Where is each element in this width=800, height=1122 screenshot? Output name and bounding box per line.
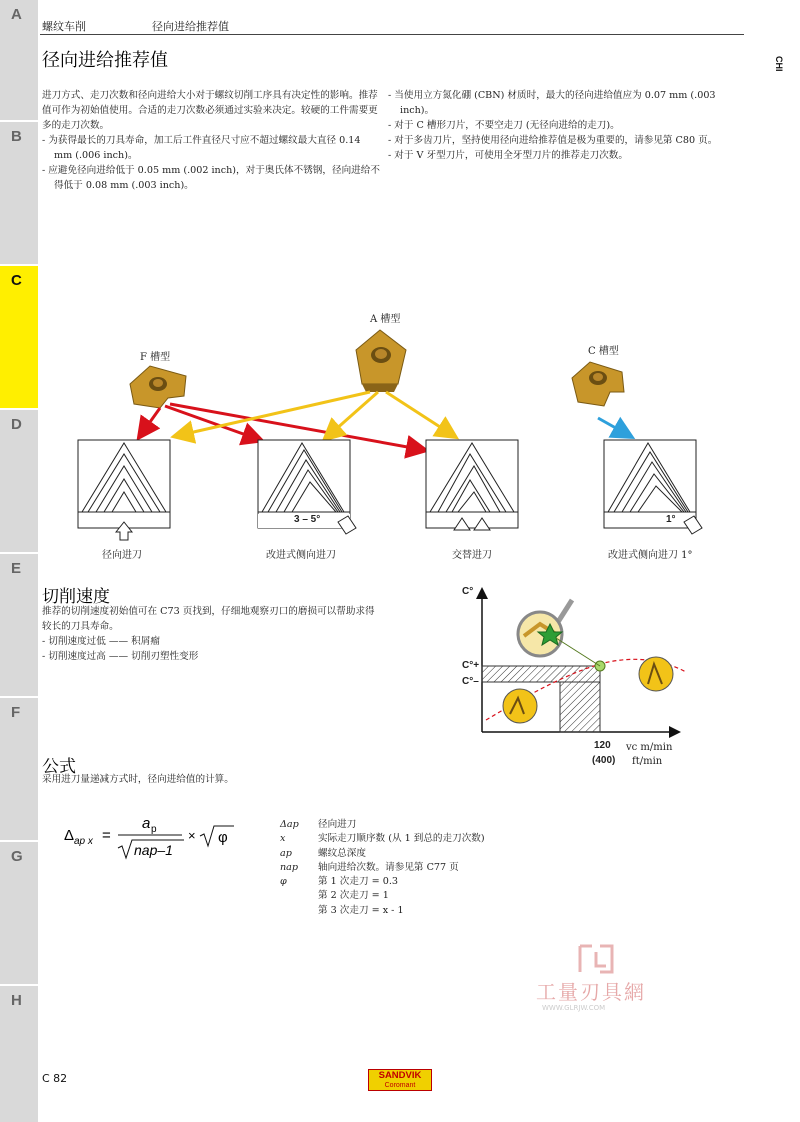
arrow-f-to-radial xyxy=(140,408,160,436)
tab-label: E xyxy=(11,560,22,577)
variable-row xyxy=(280,847,485,861)
formula-lhs: Δ xyxy=(64,827,75,844)
chart-x-value-imperial: (400) xyxy=(592,755,616,766)
tab-label: G xyxy=(11,848,23,865)
formula-phi: φ xyxy=(218,829,228,846)
variable-desc: 螺纹总深度 xyxy=(318,847,366,859)
paragraph: 推荐的切削速度初始值可在 C73 页找到，仔细地观察刃口的磨损可以帮助求得较长的刀具寿命。 xyxy=(42,606,375,632)
formula-lhs-sub: ap x xyxy=(74,836,93,847)
tab-label: F xyxy=(11,704,21,721)
bullet-item: - 对于 V 牙型刀片，可使用全牙型刀片的推荐走刀次数。 xyxy=(388,150,628,161)
chart-x-value-metric: 120 xyxy=(594,740,611,751)
sqrt-sign xyxy=(200,826,234,846)
variable-desc: 第 2 次走刀 = 1 xyxy=(318,890,389,902)
variable-desc: 第 3 次走刀 = x - 1 xyxy=(318,904,404,916)
variable-row xyxy=(280,889,485,903)
tab-g[interactable] xyxy=(0,842,38,984)
variable-desc: 第 1 次走刀 = 0.3 xyxy=(318,876,398,888)
variable-symbol: nap xyxy=(280,861,299,873)
tab-e[interactable] xyxy=(0,554,38,696)
panel-label: 交替进刀 xyxy=(452,550,492,561)
watermark-text: 工量刃具網 xyxy=(536,980,646,1004)
tab-label: D xyxy=(11,416,22,433)
variable-symbol: ap xyxy=(280,847,292,859)
cutting-speed-text xyxy=(42,604,382,664)
panel-flank-1deg xyxy=(604,440,702,534)
variable-symbol xyxy=(280,889,318,903)
bullet-item: - 应避免径向进给低于 0.05 mm (.002 inch)，对于奥氏体不锈钢，径向进给不得低于 0.08 mm (.003 inch)。 xyxy=(42,165,380,191)
tab-f[interactable] xyxy=(0,698,38,840)
insert-a-icon xyxy=(356,330,406,392)
bullet-item: - 对于 C 槽形刀片，不要空走刀 (无径向进给的走刀)。 xyxy=(388,120,620,131)
panel-radial-infeed xyxy=(78,440,170,540)
language-code: CHI xyxy=(774,56,784,72)
header-topic: 径向进给推荐值 xyxy=(152,20,229,33)
insert-c-label: C 槽型 xyxy=(588,346,619,357)
tab-label: A xyxy=(11,6,22,23)
variable-legend xyxy=(280,818,485,918)
panel-tag: 3 – 5° xyxy=(294,514,321,525)
sandvik-logo xyxy=(368,1069,432,1091)
hatched-zone-high-speed xyxy=(560,682,600,732)
page-title: 径向进给推荐值 xyxy=(42,50,168,71)
bullet-item: - 当使用立方氮化硼 (CBN) 材质时，最大的径向进给值应为 0.07 mm (.003 inch)。 xyxy=(388,90,716,116)
chart-x-unit-imperial: ft/min xyxy=(632,756,663,767)
variable-row xyxy=(280,818,485,832)
brand-name: SANDVIK xyxy=(378,1070,422,1081)
tab-label: B xyxy=(11,128,22,145)
brand-sub: Coromant xyxy=(384,1082,416,1089)
variable-row xyxy=(280,832,485,846)
header-section: 螺纹车削 xyxy=(42,20,86,33)
panel-label: 径向进刀 xyxy=(102,550,142,561)
chart-y-label: C° xyxy=(462,586,474,597)
chart-x-unit-metric: vc m/min xyxy=(626,742,673,753)
watermark xyxy=(536,944,676,1014)
variable-desc: 径向进刀 xyxy=(318,819,357,830)
radial-infeed-formula xyxy=(62,808,262,868)
section-title-cutting-speed: 切削速度 xyxy=(42,587,110,607)
watermark-url: WWW.GLRJW.COM xyxy=(542,1004,606,1012)
panel-label: 改进式侧向进刀 xyxy=(266,550,336,561)
tab-label: C xyxy=(11,272,22,289)
magnifier-icon xyxy=(518,600,600,666)
variable-desc: 轴向进给次数。请参见第 C77 页 xyxy=(318,861,459,873)
chart-y-plus-label: C°+ xyxy=(462,660,480,671)
hatched-zone-low-temp xyxy=(482,666,600,682)
formula-numerator: a xyxy=(142,815,151,832)
bullet-item: - 切削速度过高 —— 切削刃塑性变形 xyxy=(42,651,199,662)
page-number: C 82 xyxy=(42,1072,68,1085)
formula-numerator-sub: p xyxy=(151,824,157,835)
variable-desc: 实际走刀顺序数 (从 1 到总的走刀次数) xyxy=(318,833,485,845)
insert-f-icon xyxy=(130,366,186,408)
variable-row xyxy=(280,904,485,918)
panel-label: 改进式侧向进刀 1° xyxy=(608,550,693,561)
wear-detail-right-icon xyxy=(639,657,673,691)
variable-row xyxy=(280,861,485,875)
bullet-item: - 为获得最长的刀具寿命，加工后工件直径尺寸应不超过螺纹最大直径 0.14 mm (.006 inch)。 xyxy=(42,135,361,161)
insert-f-label: F 槽型 xyxy=(140,352,171,363)
tab-label: H xyxy=(11,992,22,1009)
variable-symbol xyxy=(280,904,318,918)
watermark-logo-icon xyxy=(576,944,616,974)
bullet-item: - 切削速度过低 —— 积屑瘤 xyxy=(42,636,160,647)
wear-detail-left-icon xyxy=(503,689,537,723)
arrow-a-to-radial xyxy=(176,392,370,436)
variable-symbol: Δap xyxy=(280,819,299,830)
formula-times: × xyxy=(188,828,196,843)
variable-row xyxy=(280,875,485,889)
insert-c-icon xyxy=(572,362,624,406)
variable-symbol: φ xyxy=(280,876,287,888)
formula-equals: = xyxy=(102,827,111,844)
panel-alternating xyxy=(426,440,518,530)
tab-h[interactable] xyxy=(0,986,38,1122)
arrow-c-to-flank-1deg xyxy=(598,418,630,436)
insert-a-label: A 槽型 xyxy=(370,314,401,325)
paragraph: 进刀方式、走刀次数和径向进给大小对于螺纹切削工序具有决定性的影响。推荐值可作为初始值使用。合适的走刀次数必须通过实验来决定。较硬的工件需要更多的走刀次数。 xyxy=(42,90,378,131)
section-title-formula: 公式 xyxy=(42,757,76,777)
variable-symbol: x xyxy=(280,833,286,845)
formula-intro: 采用进刀量递减方式时，径向进给值的计算。 xyxy=(42,774,234,785)
bullet-item: - 对于多齿刀片，坚持使用径向进给推荐值是极为重要的，请参见第 C80 页。 xyxy=(388,135,718,146)
formula-denominator: nap–1 xyxy=(134,842,173,858)
arrow-a-to-alternating xyxy=(386,392,454,436)
chart-y-minus-label: C°– xyxy=(462,676,479,687)
panel-tag: 1° xyxy=(666,514,676,525)
